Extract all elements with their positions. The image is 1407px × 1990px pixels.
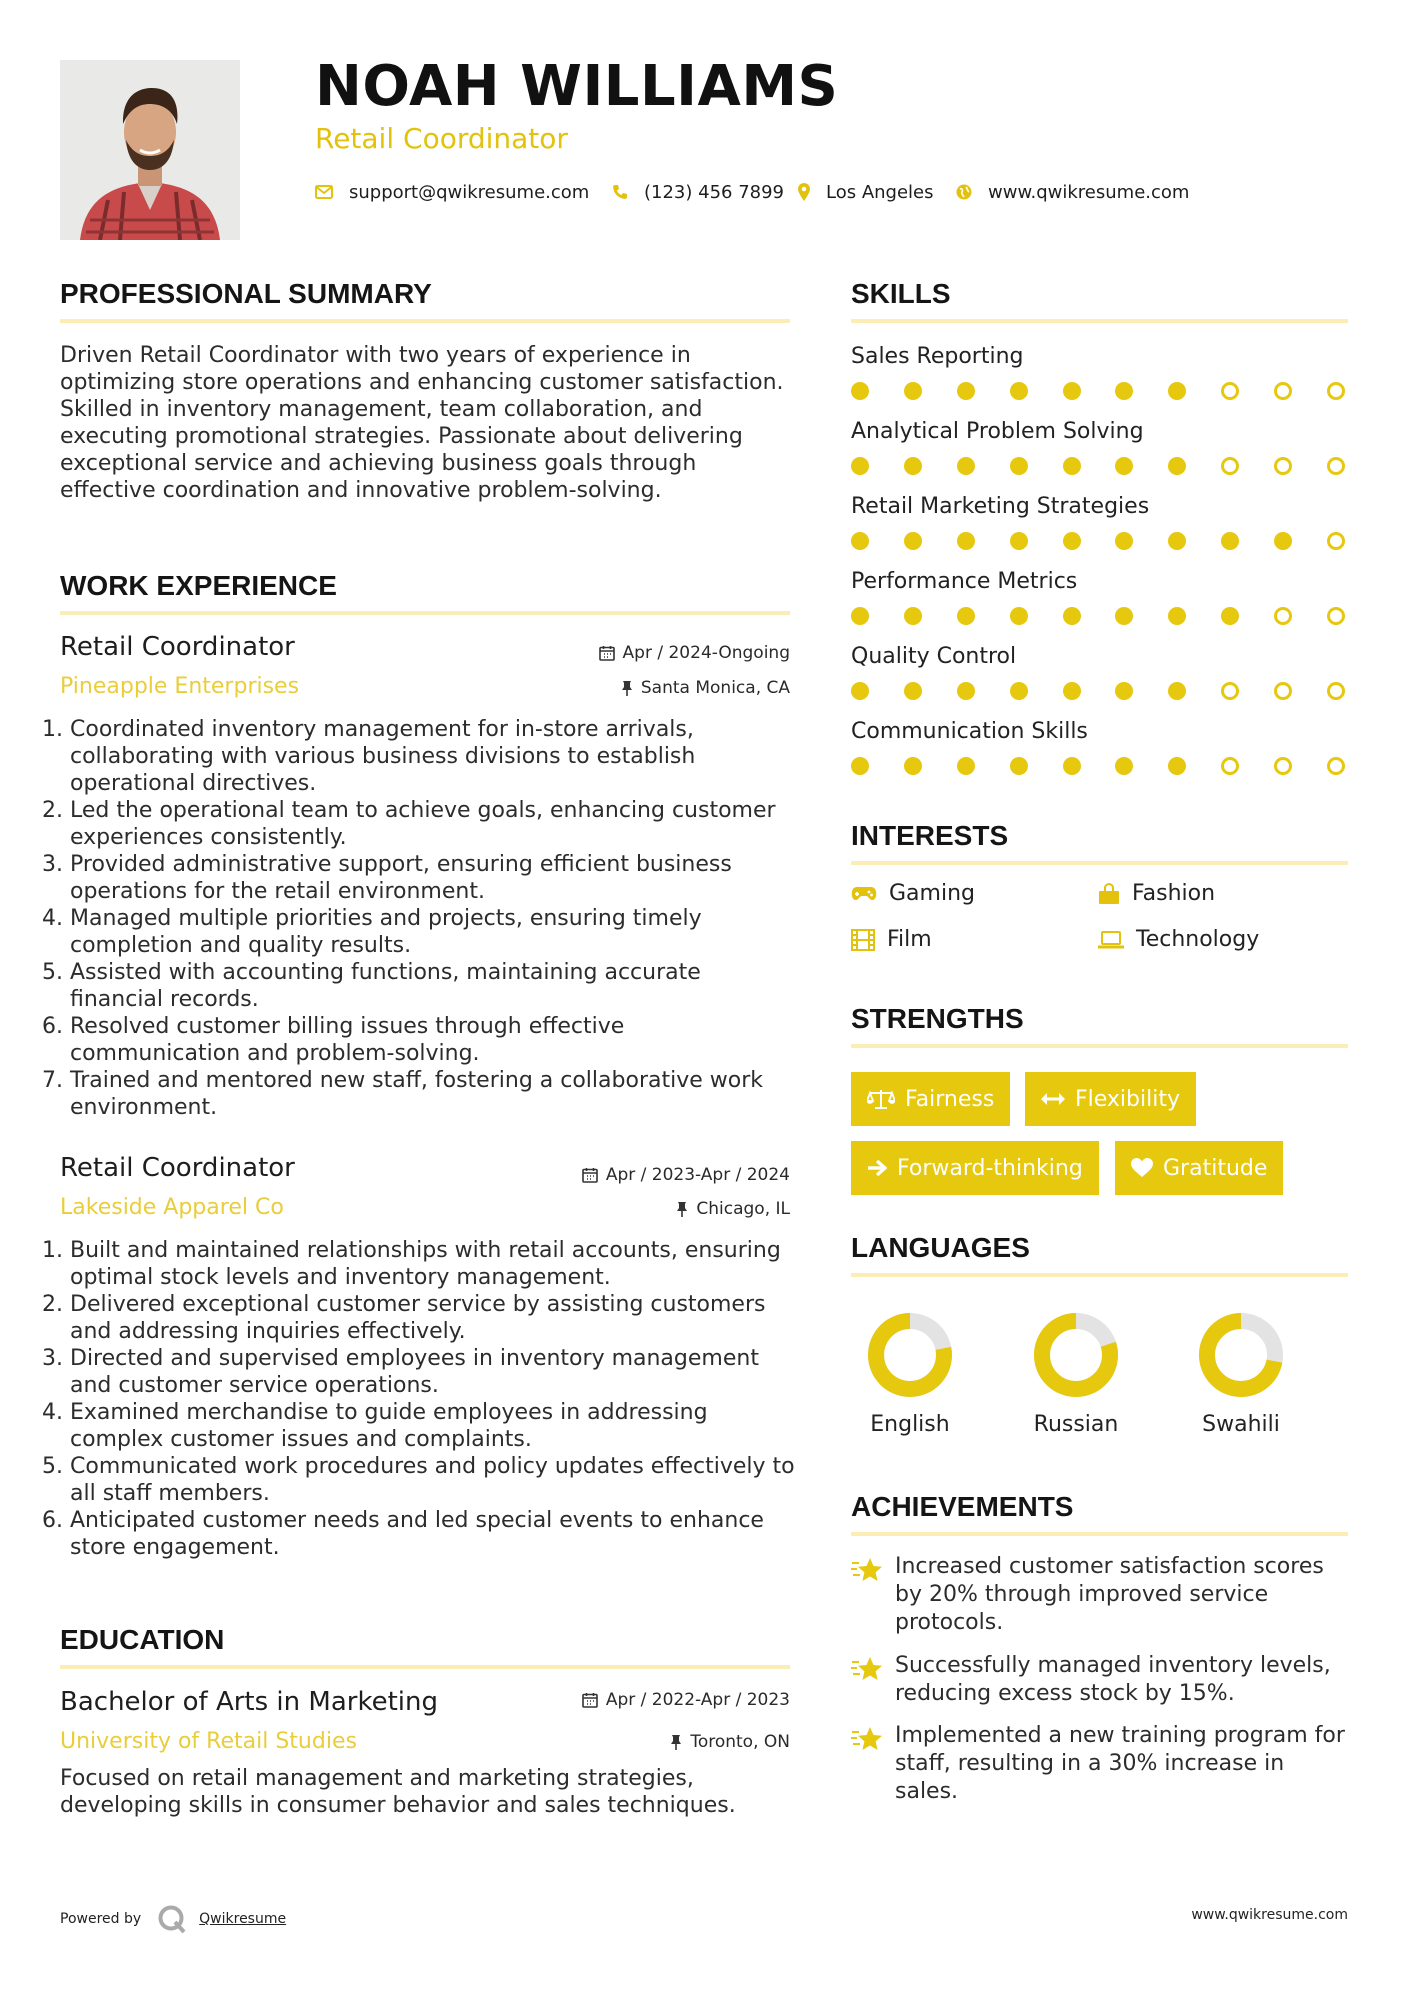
strength-tag bbox=[851, 1072, 1010, 1126]
achievement-item bbox=[851, 1553, 1348, 1637]
rating-dot-filled bbox=[904, 382, 922, 400]
rating-dot-empty bbox=[1221, 457, 1239, 475]
rating-dot-filled bbox=[1115, 457, 1133, 475]
rating-dot-filled bbox=[904, 607, 922, 625]
rating-dot-empty bbox=[1274, 382, 1292, 400]
rating-dot-filled bbox=[1010, 757, 1028, 775]
job-title: Retail Coordinator bbox=[60, 632, 295, 662]
rating-dot-filled bbox=[851, 757, 869, 775]
rating-dot-filled bbox=[1221, 532, 1239, 550]
job-dates-text: Apr / 2023-Apr / 2024 bbox=[605, 1165, 790, 1185]
experience-divider bbox=[60, 611, 790, 615]
job-dates-text: Apr / 2024-Ongoing bbox=[622, 643, 790, 663]
star-icon bbox=[851, 1722, 885, 1757]
arrow-right-icon bbox=[867, 1159, 887, 1177]
education-divider bbox=[60, 1665, 790, 1669]
skill-row bbox=[851, 642, 1348, 717]
skills-divider bbox=[851, 319, 1348, 323]
skill-rating bbox=[851, 532, 1345, 550]
scale-icon bbox=[867, 1088, 895, 1110]
powered-by-text: Powered by bbox=[60, 1911, 142, 1927]
skill-row bbox=[851, 567, 1348, 642]
rating-dot-filled bbox=[1168, 607, 1186, 625]
phone-text: (123) 456 7899 bbox=[644, 181, 785, 203]
candidate-role: Retail Coordinator bbox=[315, 122, 568, 155]
achievement-item bbox=[851, 1652, 1348, 1708]
rating-dot-filled bbox=[1115, 382, 1133, 400]
interest-label: Gaming bbox=[889, 881, 975, 906]
list-item: 6. Anticipated customer needs and led special events to enhance store engagement. bbox=[70, 1507, 805, 1561]
job-title: Retail Coordinator bbox=[60, 1153, 295, 1183]
strengths-divider bbox=[851, 1044, 1348, 1048]
strength-label: Fairness bbox=[905, 1086, 995, 1112]
pushpin-icon bbox=[676, 1201, 688, 1217]
skill-row bbox=[851, 417, 1348, 492]
job-location bbox=[621, 678, 790, 698]
rating-dot-filled bbox=[1221, 607, 1239, 625]
rating-dot-empty bbox=[1327, 457, 1345, 475]
job-responsibilities bbox=[52, 1237, 805, 1561]
qwikresume-logo-icon bbox=[157, 1904, 187, 1934]
rating-dot-filled bbox=[957, 757, 975, 775]
rating-dot-empty bbox=[1274, 457, 1292, 475]
location-text: Los Angeles bbox=[826, 181, 934, 203]
rating-dot-filled bbox=[904, 532, 922, 550]
rating-dot-empty bbox=[1327, 382, 1345, 400]
film-icon bbox=[851, 929, 875, 951]
rating-dot-filled bbox=[904, 457, 922, 475]
education-dates bbox=[582, 1690, 790, 1710]
pushpin-icon bbox=[670, 1734, 682, 1750]
summary-heading: PROFESSIONAL SUMMARY bbox=[60, 278, 432, 309]
list-item: 1. Built and maintained relationships with retail accounts, ensuring optimal stock levels and inventory management. bbox=[70, 1237, 805, 1291]
strength-label: Gratitude bbox=[1163, 1155, 1268, 1181]
rating-dot-filled bbox=[1115, 532, 1133, 550]
strength-tag bbox=[851, 1141, 1099, 1195]
skill-rating bbox=[851, 682, 1345, 700]
rating-dot-empty bbox=[1274, 682, 1292, 700]
interest-technology bbox=[1098, 927, 1259, 952]
achievement-text: Increased customer satisfaction scores by 20% through improved service protocols. bbox=[895, 1554, 1324, 1635]
skill-rating bbox=[851, 382, 1345, 400]
summary-text: Driven Retail Coordinator with two years of experience in optimizing store operations and enhancing customer satisfaction. Skilled in inventory management, team collaboration, and executing promotional strategies. Passionate about delivering exceptional service and achieving business goals through effective coordination and innovative problem-solving. bbox=[60, 343, 784, 503]
list-item: 6. Resolved customer billing issues through effective communication and problem-solving. bbox=[70, 1013, 800, 1067]
interest-label: Fashion bbox=[1132, 881, 1216, 906]
candidate-name: NOAH WILLIAMS bbox=[315, 54, 839, 119]
list-item: 5. Communicated work procedures and policy updates effectively to all staff members. bbox=[70, 1453, 805, 1507]
envelope-icon bbox=[315, 185, 333, 199]
rating-dot-filled bbox=[851, 457, 869, 475]
list-item: 2. Led the operational team to achieve goals, enhancing customer experiences consistently. bbox=[70, 797, 800, 851]
rating-dot-empty bbox=[1221, 382, 1239, 400]
skill-name: Sales Reporting bbox=[851, 344, 1024, 369]
rating-dot-filled bbox=[851, 532, 869, 550]
rating-dot-filled bbox=[1168, 682, 1186, 700]
job-location-text: Santa Monica, CA bbox=[640, 678, 790, 698]
skill-row bbox=[851, 717, 1348, 792]
job-location-text: Chicago, IL bbox=[696, 1199, 790, 1219]
rating-dot-filled bbox=[1010, 457, 1028, 475]
achievements-heading: ACHIEVEMENTS bbox=[851, 1491, 1074, 1522]
rating-dot-filled bbox=[1010, 607, 1028, 625]
star-icon bbox=[851, 1553, 885, 1588]
rating-dot-filled bbox=[1063, 682, 1081, 700]
brand-link[interactable]: Qwikresume bbox=[199, 1911, 287, 1927]
phone-icon bbox=[612, 184, 628, 200]
interest-fashion bbox=[1098, 881, 1215, 906]
education-heading: EDUCATION bbox=[60, 1624, 225, 1655]
rating-dot-filled bbox=[1010, 682, 1028, 700]
list-item: 4. Managed multiple priorities and projects, ensuring timely completion and quality results. bbox=[70, 905, 800, 959]
rating-dot-filled bbox=[851, 607, 869, 625]
list-item: 7. Trained and mentored new staff, fostering a collaborative work environment. bbox=[70, 1067, 800, 1121]
rating-dot-empty bbox=[1327, 607, 1345, 625]
shopping-bag-icon bbox=[1098, 883, 1120, 905]
interests-divider bbox=[851, 861, 1348, 865]
list-item: 4. Examined merchandise to guide employees in addressing complex customer issues and complaints. bbox=[70, 1399, 805, 1453]
languages-list bbox=[840, 1310, 1350, 1450]
rating-dot-filled bbox=[1274, 532, 1292, 550]
rating-dot-filled bbox=[1168, 757, 1186, 775]
calendar-icon bbox=[582, 1692, 598, 1708]
strengths-heading: STRENGTHS bbox=[851, 1003, 1024, 1034]
rating-dot-filled bbox=[904, 682, 922, 700]
skill-name: Performance Metrics bbox=[851, 569, 1078, 594]
rating-dot-filled bbox=[1010, 382, 1028, 400]
calendar-icon bbox=[599, 645, 615, 661]
language-ring bbox=[1196, 1310, 1286, 1400]
languages-divider bbox=[851, 1273, 1348, 1277]
star-icon bbox=[851, 1652, 885, 1687]
job-responsibilities bbox=[52, 716, 800, 1121]
skill-rating bbox=[851, 457, 1345, 475]
rating-dot-empty bbox=[1221, 757, 1239, 775]
list-item: 1. Coordinated inventory management for in-store arrivals, collaborating with various business divisions to establish operational directives. bbox=[70, 716, 800, 797]
rating-dot-filled bbox=[957, 607, 975, 625]
rating-dot-filled bbox=[1168, 532, 1186, 550]
skill-row bbox=[851, 342, 1348, 417]
calendar-icon bbox=[582, 1167, 598, 1183]
rating-dot-filled bbox=[1115, 682, 1133, 700]
achievement-item bbox=[851, 1722, 1348, 1806]
language-ring bbox=[865, 1310, 955, 1400]
rating-dot-filled bbox=[1063, 607, 1081, 625]
rating-dot-empty bbox=[1221, 682, 1239, 700]
achievement-text: Successfully managed inventory levels, reducing excess stock by 15%. bbox=[895, 1653, 1331, 1706]
rating-dot-filled bbox=[1063, 757, 1081, 775]
profile-photo bbox=[60, 60, 240, 240]
education-location-text: Toronto, ON bbox=[690, 1732, 790, 1752]
rating-dot-filled bbox=[957, 382, 975, 400]
skill-rating bbox=[851, 607, 1345, 625]
rating-dot-filled bbox=[1168, 457, 1186, 475]
company-name: Lakeside Apparel Co bbox=[60, 1195, 284, 1220]
rating-dot-filled bbox=[851, 682, 869, 700]
list-item: 3. Provided administrative support, ensuring efficient business operations for the retail environment. bbox=[70, 851, 800, 905]
rating-dot-filled bbox=[957, 457, 975, 475]
skill-row bbox=[851, 492, 1348, 567]
skills-list bbox=[851, 342, 1348, 792]
gamepad-icon bbox=[851, 886, 877, 902]
contact-phone[interactable] bbox=[612, 178, 784, 206]
email-text: support@qwikresume.com bbox=[349, 181, 590, 203]
contact-email[interactable] bbox=[315, 178, 589, 206]
skills-heading: SKILLS bbox=[851, 278, 951, 309]
rating-dot-empty bbox=[1327, 682, 1345, 700]
interest-label: Film bbox=[887, 927, 932, 952]
rating-dot-filled bbox=[1115, 757, 1133, 775]
language-name: Swahili bbox=[1202, 1412, 1280, 1437]
degree-title: Bachelor of Arts in Marketing bbox=[60, 1687, 438, 1717]
skill-name: Communication Skills bbox=[851, 719, 1088, 744]
language-name: English bbox=[870, 1412, 950, 1437]
website-text: www.qwikresume.com bbox=[988, 181, 1190, 203]
language-name: Russian bbox=[1033, 1412, 1119, 1437]
contact-location bbox=[798, 178, 934, 206]
rating-dot-empty bbox=[1327, 757, 1345, 775]
heart-icon bbox=[1131, 1158, 1153, 1178]
list-item: 2. Delivered exceptional customer service by assisting customers and addressing inquiries effectively. bbox=[70, 1291, 805, 1345]
rating-dot-filled bbox=[1063, 382, 1081, 400]
strength-tag bbox=[1115, 1141, 1283, 1195]
pushpin-icon bbox=[621, 680, 633, 696]
rating-dot-filled bbox=[904, 757, 922, 775]
interests-heading: INTERESTS bbox=[851, 820, 1009, 851]
footer-url[interactable]: www.qwikresume.com bbox=[1191, 1907, 1348, 1923]
interest-film bbox=[851, 927, 932, 952]
language-ring bbox=[1031, 1310, 1121, 1400]
footer-branding bbox=[60, 1904, 286, 1934]
list-item: 3. Directed and supervised employees in inventory management and customer service operations. bbox=[70, 1345, 805, 1399]
rating-dot-empty bbox=[1327, 532, 1345, 550]
rating-dot-filled bbox=[1115, 607, 1133, 625]
skill-name: Retail Marketing Strategies bbox=[851, 494, 1150, 519]
achievements-divider bbox=[851, 1532, 1348, 1536]
rating-dot-empty bbox=[1274, 757, 1292, 775]
rating-dot-filled bbox=[957, 682, 975, 700]
company-name: Pineapple Enterprises bbox=[60, 674, 300, 699]
education-dates-text: Apr / 2022-Apr / 2023 bbox=[605, 1690, 790, 1710]
skill-name: Analytical Problem Solving bbox=[851, 419, 1144, 444]
languages-heading: LANGUAGES bbox=[851, 1232, 1030, 1263]
rating-dot-filled bbox=[1010, 532, 1028, 550]
experience-heading: WORK EXPERIENCE bbox=[60, 570, 337, 601]
strength-tag bbox=[1025, 1072, 1196, 1126]
contact-website[interactable] bbox=[956, 178, 1189, 206]
map-pin-icon bbox=[798, 183, 810, 201]
strength-label: Flexibility bbox=[1075, 1086, 1180, 1112]
globe-icon bbox=[956, 184, 972, 200]
education-description: Focused on retail management and marketing strategies, developing skills in consumer behavior and sales techniques. bbox=[60, 1766, 736, 1818]
job-dates bbox=[582, 1165, 790, 1185]
rating-dot-filled bbox=[1063, 457, 1081, 475]
rating-dot-filled bbox=[957, 532, 975, 550]
summary-divider bbox=[60, 319, 790, 323]
rating-dot-filled bbox=[851, 382, 869, 400]
job-dates bbox=[599, 643, 790, 663]
skill-rating bbox=[851, 757, 1345, 775]
rating-dot-filled bbox=[1168, 382, 1186, 400]
skill-name: Quality Control bbox=[851, 644, 1017, 669]
list-item: 5. Assisted with accounting functions, maintaining accurate financial records. bbox=[70, 959, 800, 1013]
rating-dot-empty bbox=[1274, 607, 1292, 625]
interest-label: Technology bbox=[1136, 927, 1260, 952]
school-name: University of Retail Studies bbox=[60, 1729, 357, 1754]
arrows-horizontal-icon bbox=[1041, 1092, 1065, 1106]
interest-gaming bbox=[851, 881, 975, 906]
rating-dot-filled bbox=[1063, 532, 1081, 550]
job-location bbox=[676, 1199, 790, 1219]
achievement-text: Implemented a new training program for staff, resulting in a 30% increase in sales. bbox=[895, 1723, 1345, 1804]
education-location bbox=[670, 1732, 790, 1752]
laptop-icon bbox=[1098, 931, 1124, 949]
strength-label: Forward-thinking bbox=[897, 1155, 1083, 1181]
